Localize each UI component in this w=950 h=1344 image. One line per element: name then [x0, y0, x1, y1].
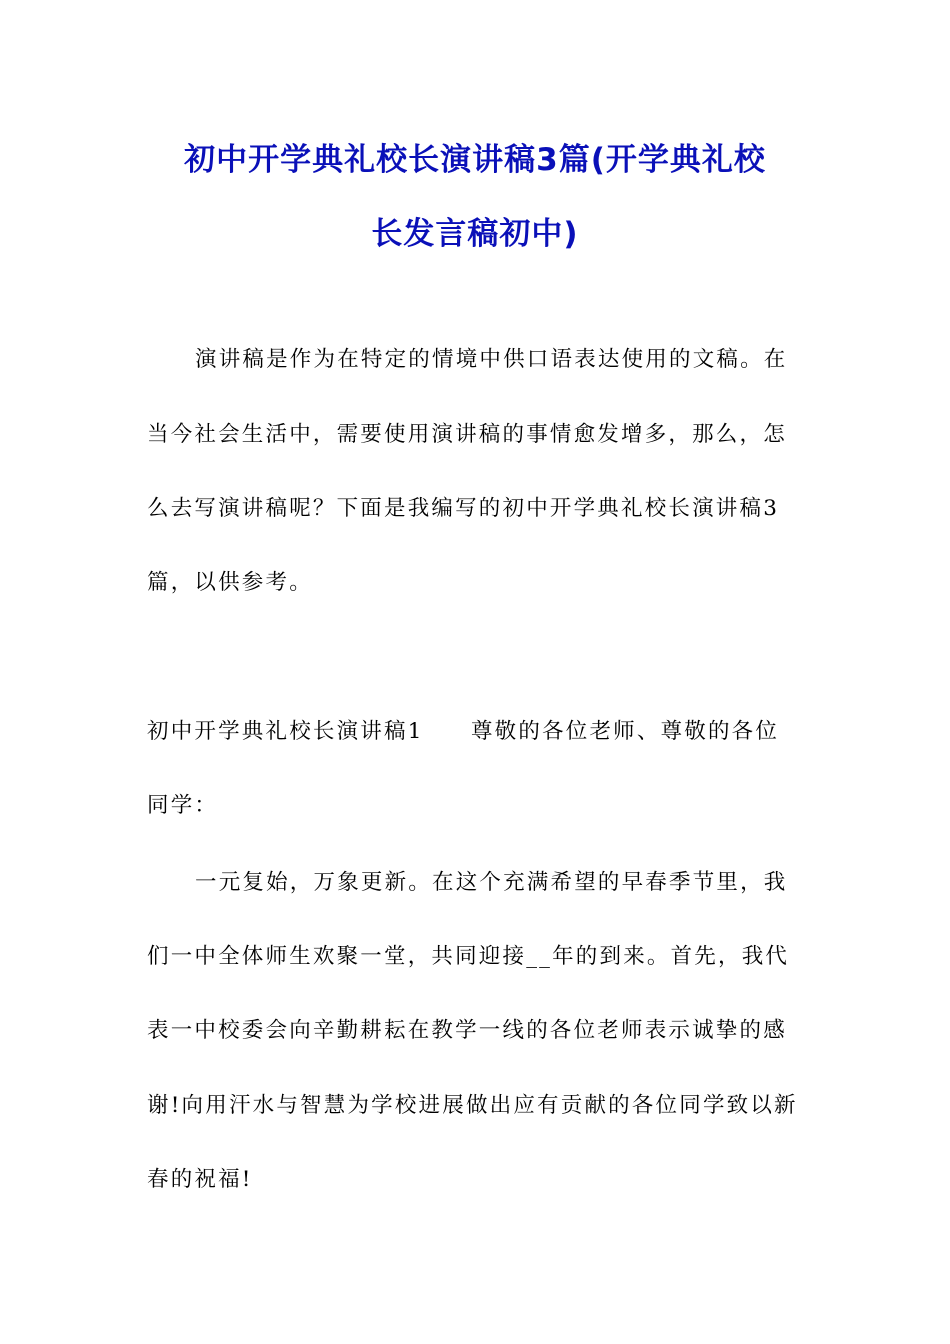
- intro-line-3: 么去写演讲稿呢？下面是我编写的初中开学典礼校长演讲稿3: [147, 496, 780, 521]
- section-1-body-line-4: 谢!向用汗水与智慧为学校进展做出应有贡献的各位同学致以新: [147, 1093, 798, 1118]
- section-1-heading-cont: 同学：: [147, 793, 219, 818]
- section-1-body-line-5: 春的祝福!: [147, 1167, 253, 1192]
- section-1-body-line-2: 们一中全体师生欢聚一堂，共同迎接__年的到来。首先，我代: [147, 944, 790, 969]
- section-1-body-line-3: 表一中校委会向辛勤耕耘在教学一线的各位老师表示诚挚的感: [147, 1018, 787, 1043]
- section-1-body-line-1: 一元复始，万象更新。在这个充满希望的早春季节里，我: [195, 870, 788, 895]
- intro-line-1: 演讲稿是作为在特定的情境中供口语表达使用的文稿。在: [195, 347, 788, 372]
- section-1-heading: 初中开学典礼校长演讲稿1 尊敬的各位老师、尊敬的各位: [147, 719, 780, 744]
- document-title-line-2: 长发言稿初中): [371, 216, 579, 252]
- intro-line-2: 当今社会生活中，需要使用演讲稿的事情愈发增多，那么，怎: [147, 422, 787, 447]
- document-title-line-1: 初中开学典礼校长演讲稿3篇(开学典礼校: [184, 142, 766, 178]
- intro-line-4: 篇，以供参考。: [147, 570, 313, 595]
